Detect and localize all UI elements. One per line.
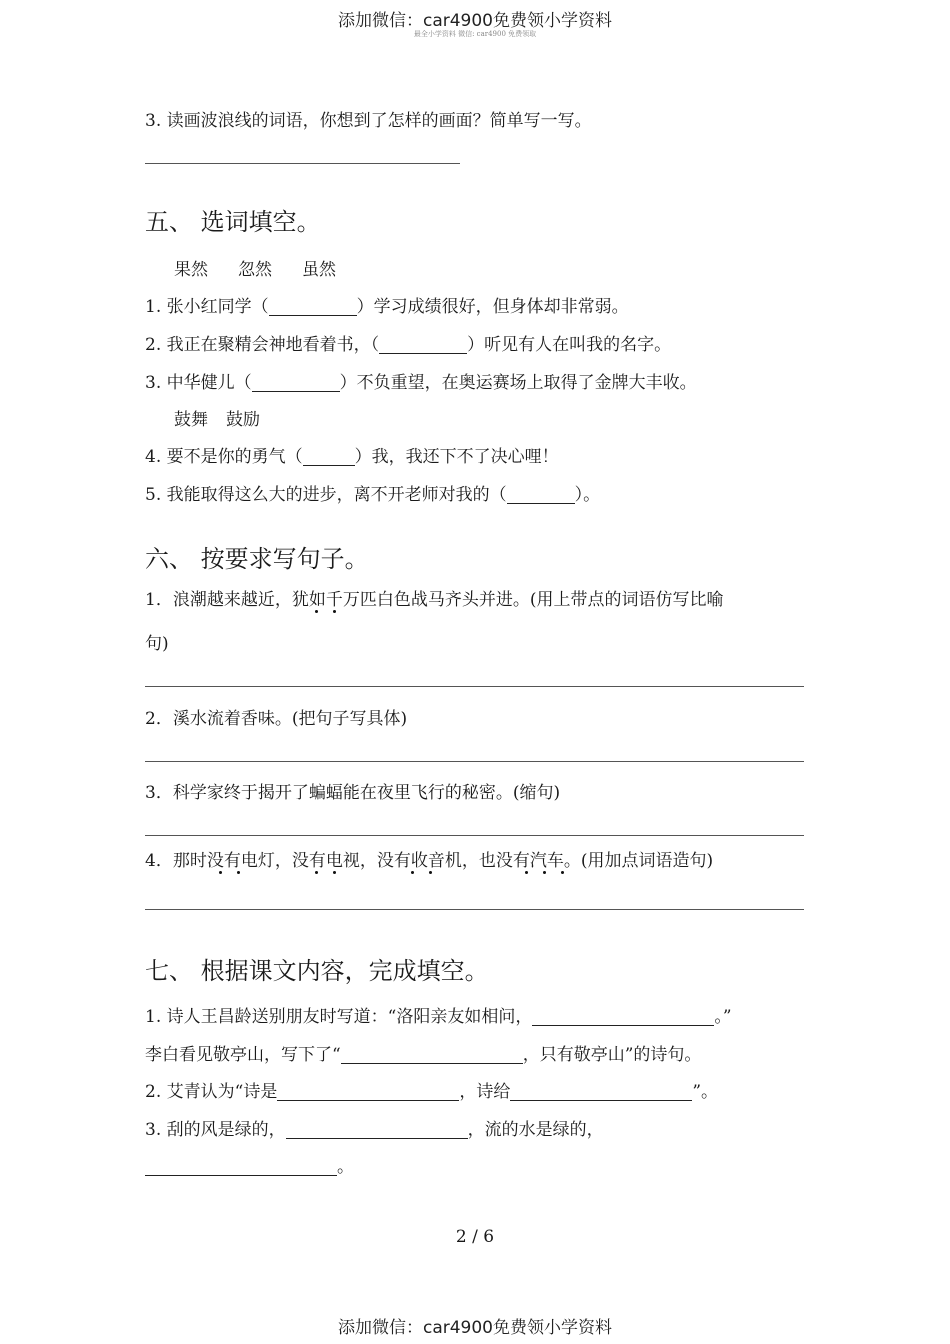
- emphasis-dot: [561, 871, 564, 874]
- section6-question-1: 1．浪潮越来越近，犹如千万匹白色战马齐头并进。(用上带点的词语仿写比喻: [145, 590, 724, 610]
- fill-blank[interactable]: [303, 447, 355, 466]
- section6-question-4: 4．那时没有电灯，没有电视，没有收音机，也没有汽车。(用加点词语造句): [145, 851, 714, 871]
- fill-blank[interactable]: [286, 1120, 468, 1139]
- emphasis-dot: [411, 871, 414, 874]
- section6-title: 六、 按要求写句子。: [145, 545, 369, 573]
- section5-item-2: 2. 我正在聚精会神地看着书，（ ）听见有人在叫我的名字。: [145, 335, 672, 355]
- fill-blank[interactable]: [145, 1157, 337, 1176]
- emphasis-dot: [315, 610, 318, 613]
- answer-line[interactable]: [145, 163, 460, 164]
- fill-blank[interactable]: [269, 297, 357, 316]
- fill-blank[interactable]: [341, 1045, 523, 1064]
- fill-blank[interactable]: [507, 485, 575, 504]
- word-bank-1: [174, 255, 366, 280]
- section7-item-1a: 1. 诗人王昌龄送别朋友时写道：“洛阳亲友如相问， 。”: [145, 1007, 732, 1027]
- section7-item-3-cont: 。: [145, 1152, 354, 1177]
- answer-line[interactable]: [145, 686, 804, 687]
- fill-blank[interactable]: [532, 1007, 714, 1026]
- word-bank-2: [174, 405, 290, 430]
- section5-item-3: 3. 中华健儿（ ）不负重望，在奥运赛场上取得了金牌大丰收。: [145, 373, 697, 393]
- answer-line[interactable]: [145, 835, 804, 836]
- emphasis-dot: [543, 871, 546, 874]
- emphasis-dot: [333, 610, 336, 613]
- footer-watermark: 添加微信：car4900免费领小学资料: [337, 1318, 613, 1338]
- emphasis-dot: [525, 871, 528, 874]
- section6-question-1-cont: 句): [145, 634, 169, 654]
- fill-blank[interactable]: [277, 1082, 459, 1101]
- word-option: 虽然: [302, 260, 336, 280]
- emphasis-dot: [237, 871, 240, 874]
- section6-question-2: 2．溪水流着香味。(把句子写具体): [145, 709, 408, 729]
- word-option: 果然: [174, 260, 208, 280]
- emphasis-dot: [333, 871, 336, 874]
- section5-title: 五、 选词填空。: [145, 208, 321, 236]
- word-option: 忽然: [238, 260, 272, 280]
- section7-item-1b: 李白看见敬亭山，写下了“ ，只有敬亭山”的诗句。: [145, 1045, 702, 1065]
- section7-item-3: 3. 刮的风是绿的， ，流的水是绿的，: [145, 1120, 604, 1140]
- fill-blank[interactable]: [252, 373, 340, 392]
- answer-line[interactable]: [145, 761, 804, 762]
- emphasis-dot: [219, 871, 222, 874]
- emphasis-dot: [315, 871, 318, 874]
- section5-item-4: 4. 要不是你的勇气（ ）我，我还下不了决心哩！: [145, 447, 559, 467]
- emphasis-dot: [429, 871, 432, 874]
- section5-item-1: 1. 张小红同学（ ）学习成绩很好，但身体却非常弱。: [145, 297, 629, 317]
- fill-blank[interactable]: [510, 1082, 692, 1101]
- header-sub-watermark: 最全小学资料 微信: car4900 免费领取: [413, 30, 537, 38]
- fill-blank[interactable]: [379, 335, 467, 354]
- word-option: 鼓舞: [174, 410, 208, 430]
- section4-question-3: 3. 读画波浪线的词语，你想到了怎样的画面？简单写一写。: [145, 111, 592, 131]
- section7-item-2: 2. 艾青认为“诗是 ，诗给 ”。: [145, 1082, 719, 1102]
- header-watermark: 添加微信：car4900免费领小学资料: [337, 11, 613, 31]
- section6-question-3: 3．科学家终于揭开了蝙蝠能在夜里飞行的秘密。(缩句): [145, 783, 561, 803]
- section7-title: 七、 根据课文内容，完成填空。: [145, 957, 489, 985]
- page-number: 2 / 6: [455, 1227, 495, 1247]
- answer-line[interactable]: [145, 909, 804, 910]
- section5-item-5: 5. 我能取得这么大的进步，离不开老师对我的（ ）。: [145, 485, 601, 505]
- word-option: 鼓励: [226, 410, 260, 430]
